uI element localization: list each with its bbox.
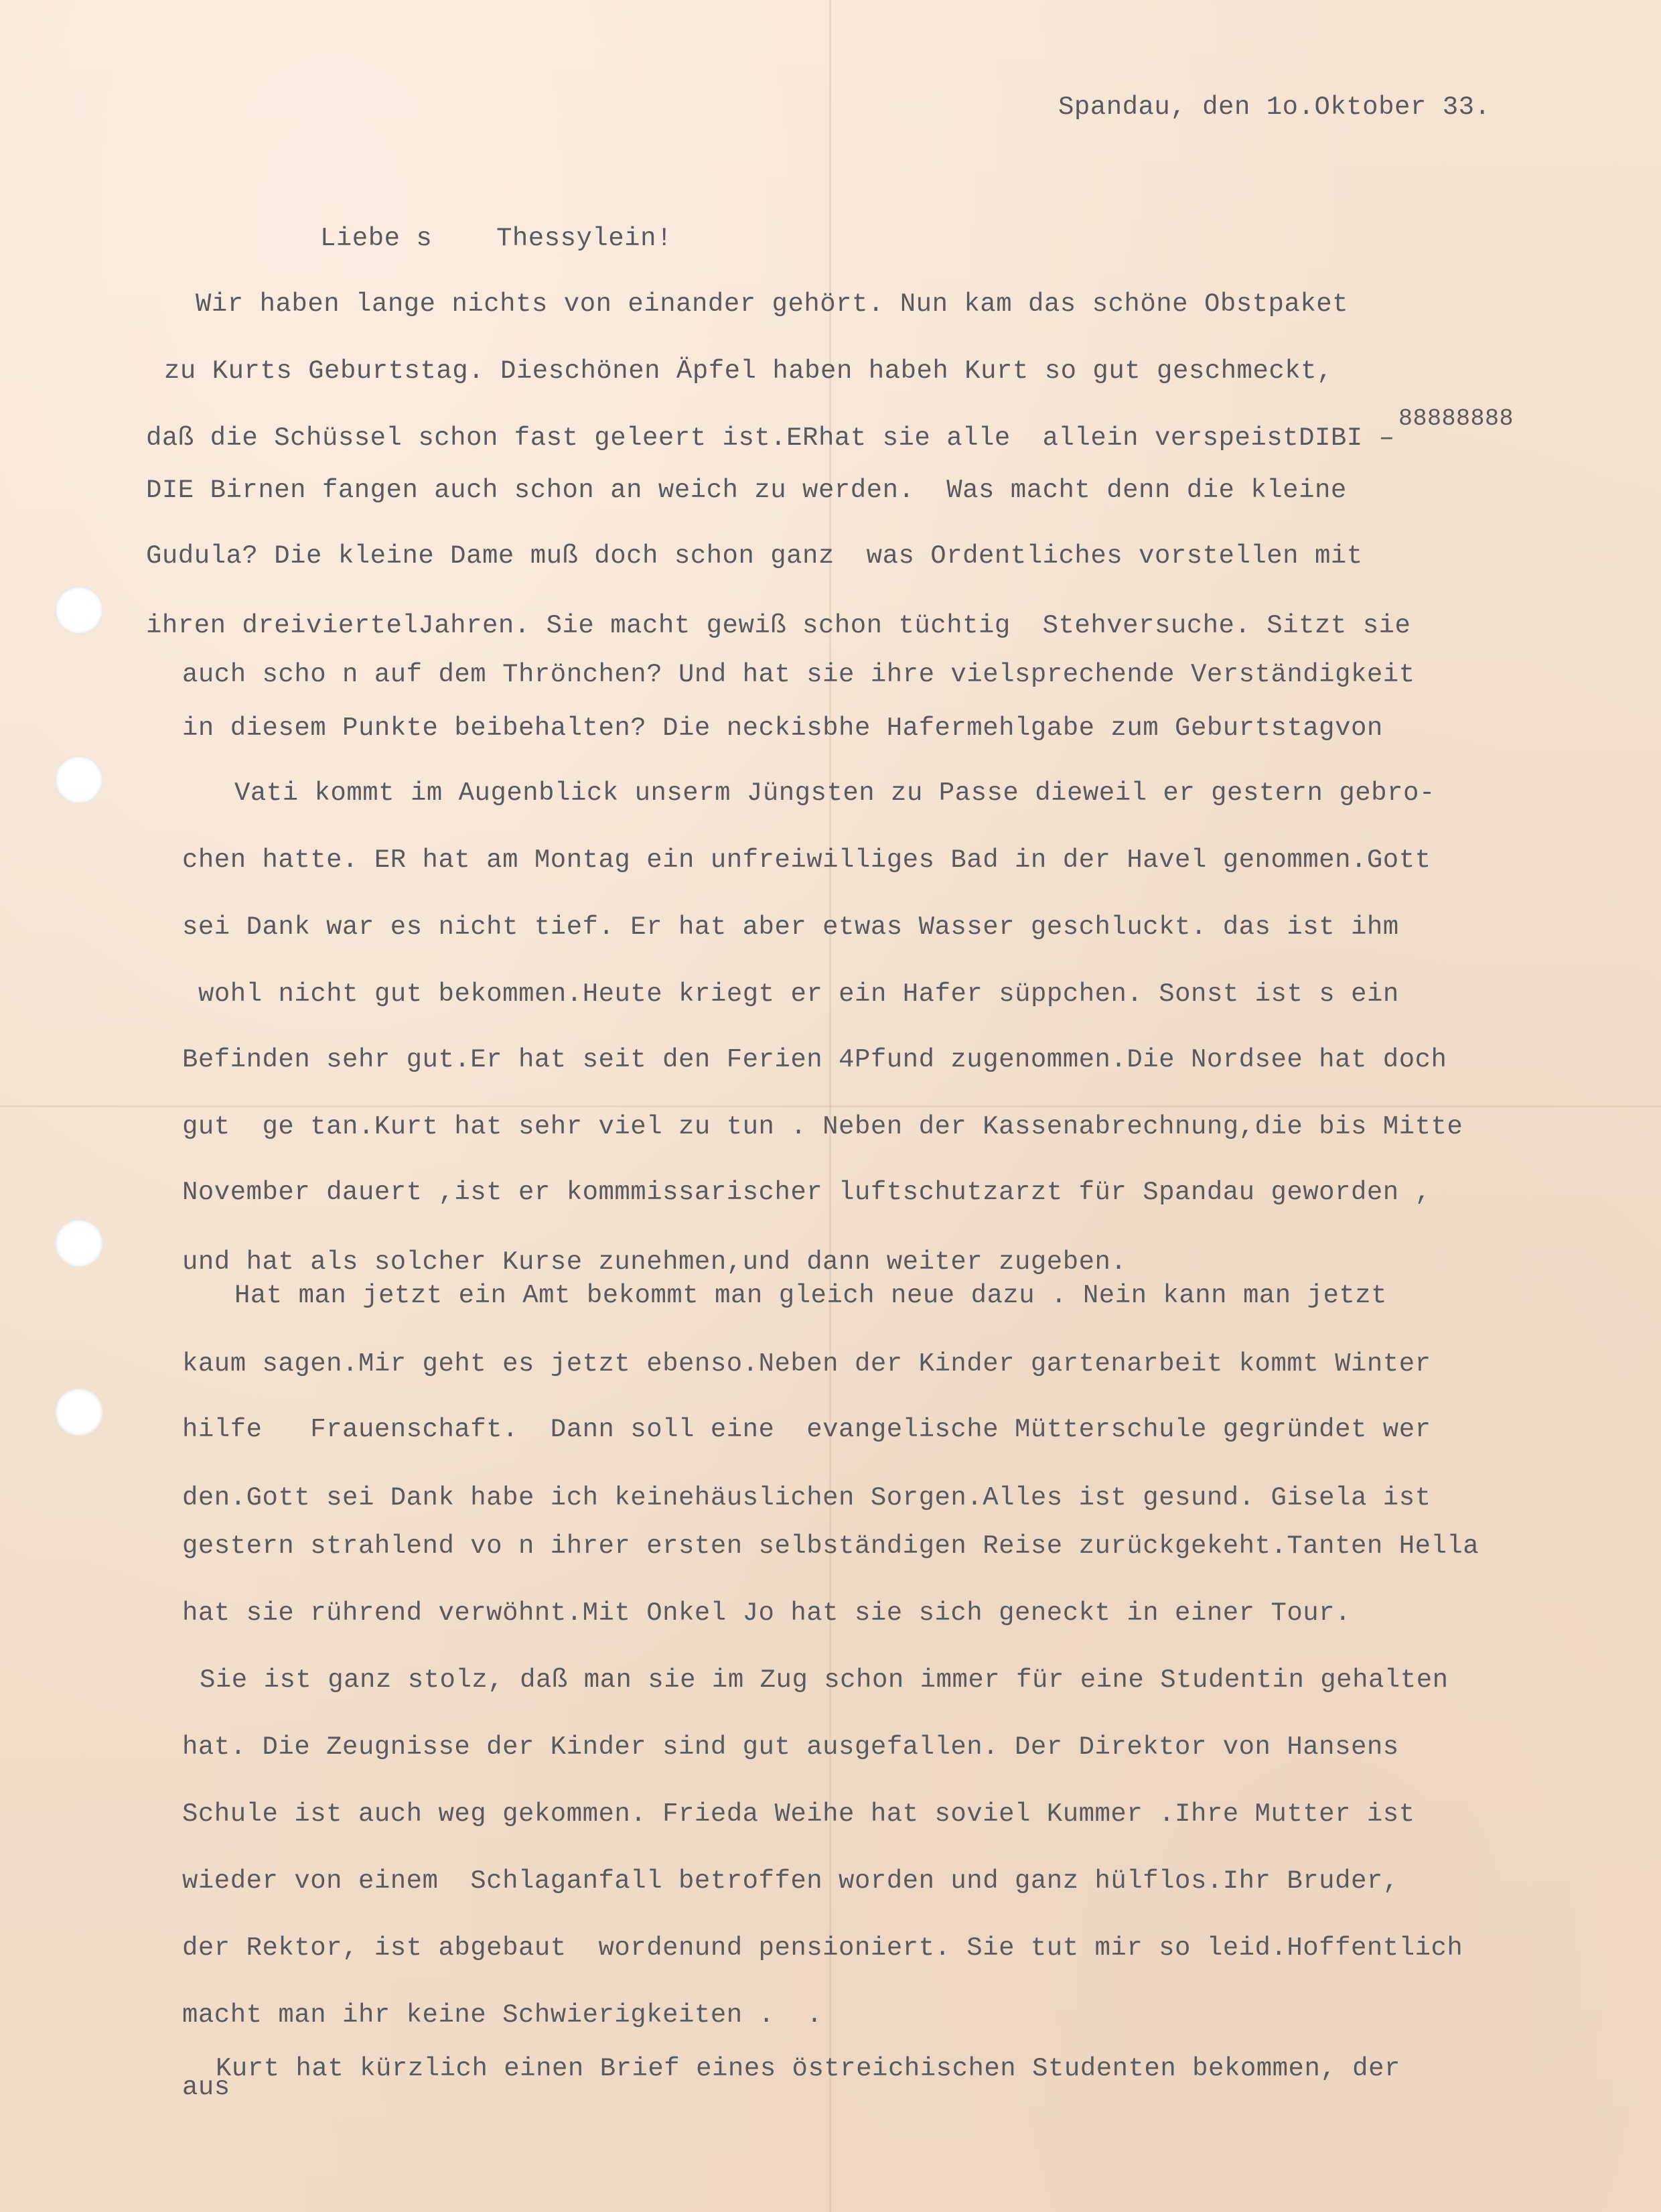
- text-line: Schule ist auch weg gekommen. Frieda Weihe hat soviel Kummer .Ihre Mutter ist: [182, 1799, 1415, 1829]
- text-line: sei Dank war es nicht tief. Er hat aber etwas Wasser geschluckt. das ist ihm: [182, 912, 1399, 942]
- punch-hole: [55, 1388, 103, 1436]
- text-line: wieder von einem Schlaganfall betroffen worden und ganz hülflos.Ihr Bruder,: [182, 1866, 1399, 1896]
- text-line: Gudula? Die kleine Dame muß doch schon ganz was Ordentliches vorstellen mit: [146, 541, 1363, 571]
- paper-crease: [0, 1105, 1661, 1107]
- salutation: Liebe s Thessylein!: [320, 224, 672, 253]
- text-line: Sie ist ganz stolz, daß man sie im Zug schon immer für eine Studentin gehalten: [200, 1665, 1449, 1695]
- text-line: Vati kommt im Augenblick unserm Jüngsten zu Passe dieweil er gestern gebro-: [234, 778, 1435, 808]
- text-line: hat. Die Zeugnisse der Kinder sind gut ausgefallen. Der Direktor von Hansens: [182, 1732, 1399, 1762]
- text-line: aus: [182, 2073, 230, 2102]
- text-line: der Rektor, ist abgebaut wordenund pensioniert. Sie tut mir so leid.Hoffentlich: [182, 1933, 1463, 1963]
- text-line: daß die Schüssel schon fast geleert ist.ERhat sie alle allein verspeistDIBI –: [146, 423, 1395, 453]
- text-line: ihren dreiviertelJahren. Sie macht gewiß schon tüchtig Stehversuche. Sitzt sie: [146, 611, 1411, 640]
- text-line: hilfe Frauenschaft. Dann soll eine evangelische Mütterschule gegründet wer: [182, 1415, 1431, 1444]
- text-line: Wir haben lange nichts von einander gehört. Nun kam das schöne Obstpaket: [196, 289, 1349, 319]
- text-line: den.Gott sei Dank habe ich keinehäuslichen Sorgen.Alles ist gesund. Gisela ist: [182, 1483, 1431, 1513]
- text-line: Kurt hat kürzlich einen Brief eines östreichischen Studenten bekommen, der: [216, 2054, 1400, 2083]
- text-line: gut ge tan.Kurt hat sehr viel zu tun . Neben der Kassenabrechnung,die bis Mitte: [182, 1112, 1463, 1142]
- text-line: kaum sagen.Mir geht es jetzt ebenso.Neben der Kinder gartenarbeit kommt Winter: [182, 1349, 1431, 1379]
- punch-hole: [55, 756, 103, 804]
- text-line: in diesem Punkte beibehalten? Die neckisbhe Hafermehlgabe zum Geburtstagvon: [182, 713, 1383, 743]
- text-line: zu Kurts Geburtstag. Dieschönen Äpfel haben habeh Kurt so gut geschmeckt,: [164, 356, 1333, 386]
- text-line: und hat als solcher Kurse zunehmen,und dann weiter zugeben.: [182, 1247, 1127, 1277]
- punch-hole: [55, 1219, 103, 1267]
- text-line: macht man ihr keine Schwierigkeiten . .: [182, 2000, 823, 2030]
- text-line: DIE Birnen fangen auch schon an weich zu werden. Was macht denn die kleine: [146, 476, 1347, 505]
- text-line: gestern strahlend vo n ihrer ersten selbständigen Reise zurückgekeht.Tanten Hella: [182, 1531, 1479, 1561]
- dateline: Spandau, den 1o.Oktober 33.: [1058, 92, 1491, 122]
- punch-hole: [55, 586, 103, 634]
- text-line: chen hatte. ER hat am Montag ein unfreiwilliges Bad in der Havel genommen.Gott: [182, 845, 1431, 875]
- text-line: November dauert ,ist er kommmissarischer luftschutzarzt für Spandau geworden ,: [182, 1178, 1431, 1207]
- text-line: wohl nicht gut bekommen.Heute kriegt er ein Hafer süppchen. Sonst ist s ein: [198, 979, 1399, 1009]
- text-line: Befinden sehr gut.Er hat seit den Ferien 4Pfund zugenommen.Die Nordsee hat doch: [182, 1045, 1447, 1075]
- text-line: Hat man jetzt ein Amt bekommt man gleich neue dazu . Nein kann man jetzt: [234, 1281, 1388, 1310]
- overtype-marks: 88888888: [1398, 405, 1514, 432]
- text-line: hat sie rührend verwöhnt.Mit Onkel Jo hat sie sich geneckt in einer Tour.: [182, 1598, 1351, 1628]
- text-line: auch scho n auf dem Thrönchen? Und hat sie ihre vielsprechende Verständigkeit: [182, 660, 1415, 689]
